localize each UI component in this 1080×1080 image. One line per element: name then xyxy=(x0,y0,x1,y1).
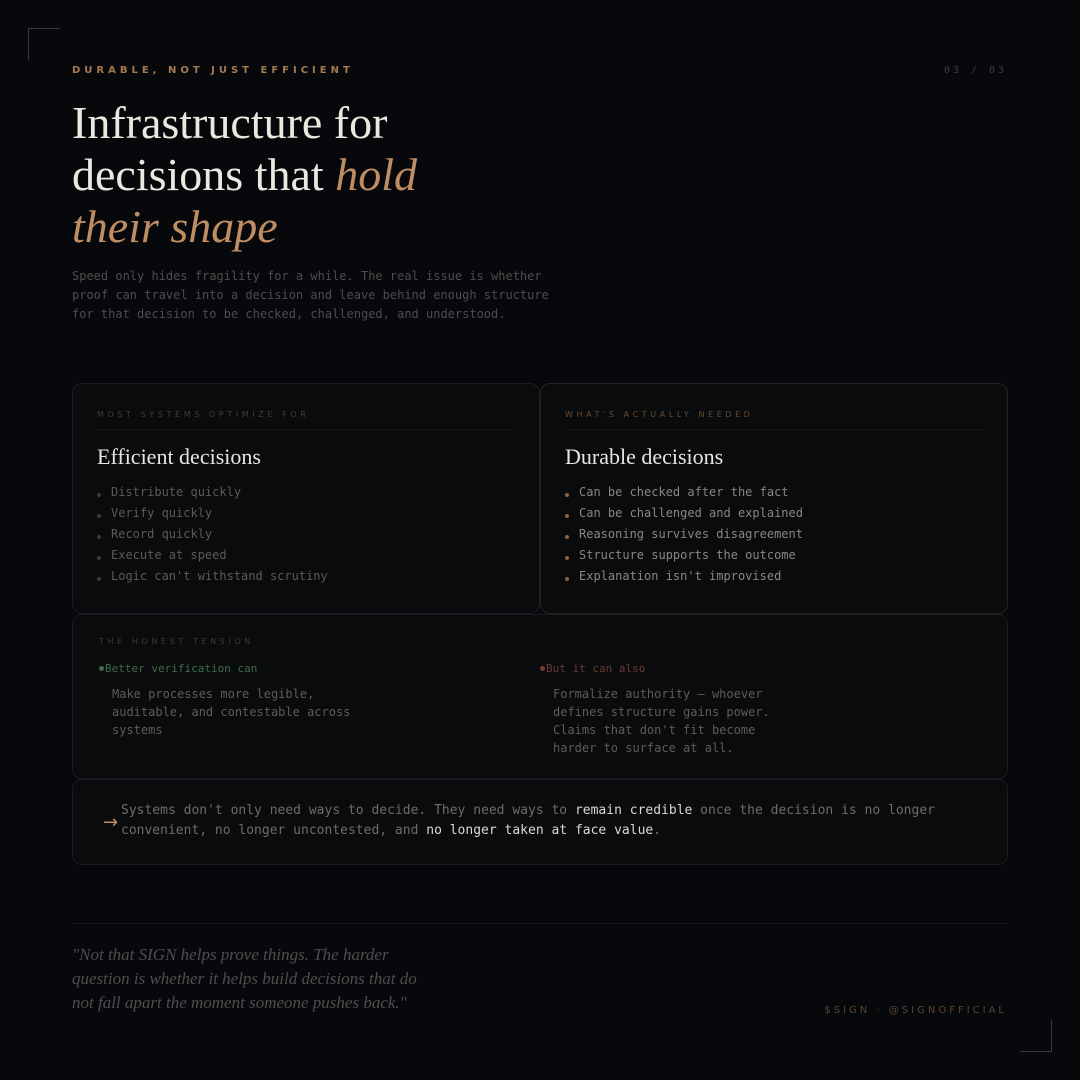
card-kicker: MOST SYSTEMS OPTIMIZE FOR xyxy=(97,410,515,430)
arrow-right-icon: → xyxy=(103,812,119,833)
list-item xyxy=(565,482,983,503)
list-item-text: Explanation isn't improvised xyxy=(579,569,782,583)
card-title: Efficient decisions xyxy=(97,444,261,469)
honest-tension-panel xyxy=(72,614,1008,779)
title-accent-hold: hold xyxy=(335,149,417,200)
list-item xyxy=(97,482,515,503)
list-item-text: Record quickly xyxy=(111,527,213,541)
bullet-icon xyxy=(97,514,101,518)
intro-paragraph: Speed only hides fragility for a while. The real issue is whether proof can travel into a decision and leave behind enough structure for that decision to be checked, challenged, and understood. xyxy=(72,269,549,321)
tension-negative xyxy=(540,662,840,757)
tension-negative-body: Formalize authority — whoever defines structure gains power. Claims that don't fit become harder to surface at all. xyxy=(553,687,770,755)
list-item xyxy=(565,503,983,524)
footer-divider xyxy=(72,923,1008,924)
callout-part: Systems don't only need ways to decide. They need ways to xyxy=(121,803,575,818)
red-dot-icon xyxy=(540,666,545,671)
tension-positive-head xyxy=(99,662,399,675)
eyebrow-label: DURABLE, NOT JUST EFFICIENT xyxy=(72,65,354,76)
closing-quote: "Not that SIGN helps prove things. The harder question is whether it helps build decisions that do not fall apart the moment someone pushes back." xyxy=(72,945,417,1012)
bullet-icon xyxy=(565,493,569,497)
card-title: Durable decisions xyxy=(565,444,724,469)
title-line-1: Infrastructure for xyxy=(72,97,388,148)
list-item-text: Execute at speed xyxy=(111,548,227,562)
list-item xyxy=(565,566,983,587)
efficient-decisions-card xyxy=(72,383,540,614)
durable-decisions-card xyxy=(540,383,1008,614)
bullet-icon xyxy=(565,577,569,581)
list-item xyxy=(565,545,983,566)
list-item xyxy=(97,545,515,566)
list-item xyxy=(565,524,983,545)
list-item-text: Can be checked after the fact xyxy=(579,485,789,499)
tension-positive-label: Better verification can xyxy=(105,662,258,675)
brand-signature: $SIGN · @SIGNOFFICIAL xyxy=(824,1005,1007,1016)
title-accent-shape: their shape xyxy=(72,201,278,252)
list-item-text: Verify quickly xyxy=(111,506,213,520)
callout-emphasis: no longer taken at face value xyxy=(426,823,654,838)
list-item-text: Distribute quickly xyxy=(111,485,242,499)
page-title xyxy=(72,97,632,253)
tension-positive-body: Make processes more legible, auditable, and contestable across systems xyxy=(112,687,351,737)
title-line-2: decisions that xyxy=(72,149,336,200)
list-item-text: Can be challenged and explained xyxy=(579,506,803,520)
bullet-icon xyxy=(565,514,569,518)
callout-part: once the decision is no longer convenient, no longer uncontested, and xyxy=(121,803,935,838)
card-kicker: WHAT'S ACTUALLY NEEDED xyxy=(565,410,983,430)
tension-negative-head xyxy=(540,662,840,675)
callout-emphasis: remain credible xyxy=(574,803,693,818)
callout-part: . xyxy=(653,823,662,838)
list-item xyxy=(97,566,515,587)
bullet-icon xyxy=(97,535,101,539)
bullet-icon xyxy=(97,577,101,581)
list-item-text: Reasoning survives disagreement xyxy=(579,527,803,541)
key-takeaway-callout xyxy=(72,779,1008,865)
durable-list xyxy=(565,482,983,587)
list-item-text: Logic can't withstand scrutiny xyxy=(111,569,328,583)
corner-bracket-bottom-right xyxy=(1020,1020,1052,1052)
list-item xyxy=(97,503,515,524)
tension-kicker: THE HONEST TENSION xyxy=(99,637,254,646)
list-item-text: Structure supports the outcome xyxy=(579,548,796,562)
corner-bracket-top-left xyxy=(28,28,60,60)
bullet-icon xyxy=(565,556,569,560)
callout-text xyxy=(121,801,981,841)
tension-negative-label: But it can also xyxy=(546,662,646,675)
page-indicator: 03 / 03 xyxy=(943,65,1007,76)
tension-positive xyxy=(99,662,399,739)
bullet-icon xyxy=(97,556,101,560)
green-dot-icon xyxy=(99,666,104,671)
bullet-icon xyxy=(97,493,101,497)
efficient-list xyxy=(97,482,515,587)
bullet-icon xyxy=(565,535,569,539)
list-item xyxy=(97,524,515,545)
